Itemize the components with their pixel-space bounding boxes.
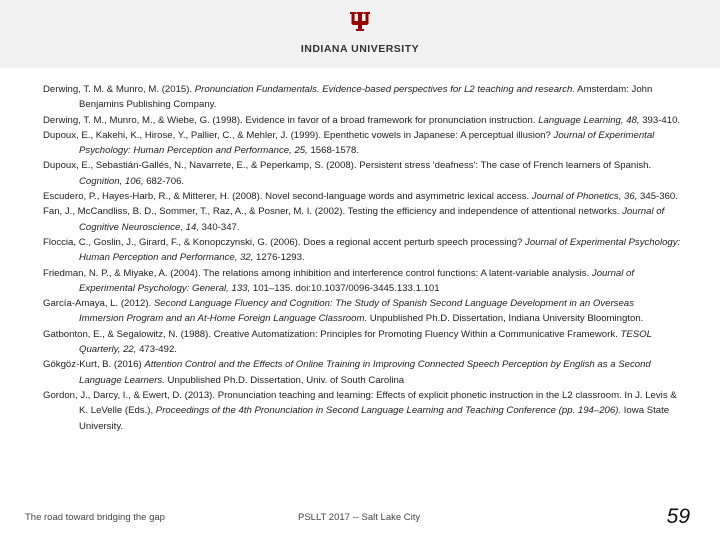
- reference-list: [43, 82, 681, 434]
- reference-italic-part: Journal of Experimental Psychology: General, 133,: [79, 267, 635, 294]
- reference-italic-part: Journal of Experimental Psychology: Human Perception and Performance, 25,: [79, 129, 655, 157]
- reference-text-part: 473-492.: [136, 344, 177, 356]
- footer-title: The road toward bridging the gap: [25, 512, 165, 523]
- reference-entry: [43, 388, 681, 434]
- reference-entry: [43, 189, 681, 204]
- reference-italic-part: Journal of Cognitive Neuroscience, 14,: [79, 206, 665, 233]
- reference-entry: [43, 113, 681, 128]
- reference-text-part: 1276-1293.: [253, 252, 305, 264]
- header-band: [0, 0, 720, 68]
- reference-text-part: Amsterdam: John Benjamins Publishing Company.: [79, 84, 653, 111]
- reference-italic-part: Proceedings of the 4th Pronunciation in Second Language Learning and Teaching Conference (pp. 194–206).: [155, 405, 622, 417]
- reference-text-part: Gatbonton, E., & Segalowitz, N. (1988). Creative Automatization: Principles for Promoting Fluency Within a Communicative Framework.: [43, 328, 621, 340]
- reference-entry: [43, 158, 681, 189]
- reference-text-part: Dupoux, E., Kakehi, K., Hirose, Y., Pallier, C., & Mehler, J. (1999). Epenthetic vowels in Japanese: A perceptual illusion?: [43, 129, 554, 141]
- reference-entry: [43, 327, 681, 358]
- reference-italic-part: Pronunciation Fundamentals. Evidence-based perspectives for L2 teaching and research.: [194, 84, 576, 95]
- reference-text-part: Iowa State University.: [79, 405, 670, 432]
- reference-entry: [43, 128, 681, 159]
- reference-text-part: 345-360.: [637, 191, 678, 203]
- reference-italic-part: Journal of Phonetics, 36,: [531, 191, 638, 203]
- reference-text-part: 101–135. doi:10.1037/0096-3445.133.1.101: [250, 282, 440, 294]
- reference-text-part: Gordon, J., Darcy, I., & Ewert, D. (2013). Pronunciation teaching and learning: Effects of explicit phonetic instruction in the L2 classroom. In J. Levis & K. LeVelle (Eds.),: [43, 389, 677, 417]
- reference-text-part: 340-347.: [199, 221, 240, 233]
- reference-text-part: Friedman, N. P., & Miyake, A. (2004). The relations among inhibition and interference control functions: A latent-variable analysis.: [43, 267, 592, 279]
- university-name: INDIANA UNIVERSITY: [300, 43, 420, 55]
- reference-text-part: Fan, J., McCandliss, B. D., Sommer, T., Raz, A., & Posner, M. I. (2002). Testing the efficiency and independence of attentional networks.: [43, 206, 623, 218]
- page-number: 59: [666, 505, 690, 528]
- reference-text-part: Unpublished Ph.D. Dissertation, Univ. of South Carolina: [164, 374, 405, 386]
- reference-entry: [43, 357, 681, 388]
- reference-entry: [43, 296, 681, 327]
- reference-italic-part: Cognition, 106,: [79, 175, 144, 187]
- reference-entry: [43, 204, 681, 235]
- reference-text-part: Derwing, T. M., Munro, M., & Wiebe, G. (1998). Evidence in favor of a broad framework for pronunciation instruction.: [43, 114, 539, 126]
- reference-text-part: Escudero, P., Hayes-Harb, R., & Mitterer, H. (2008). Novel second-language words and asymmetric lexical access.: [43, 191, 532, 203]
- reference-text-part: Gökgöz-Kurt, B. (2016): [43, 359, 145, 371]
- reference-text-part: Derwing, T. M. & Munro, M. (2015).: [43, 84, 195, 95]
- reference-text-part: Unpublished Ph.D. Dissertation, Indiana University Bloomington.: [367, 313, 644, 325]
- reference-text-part: García-Amaya, L. (2012).: [43, 298, 154, 310]
- iu-trident-icon: [349, 10, 371, 34]
- reference-italic-part: Attention Control and the Effects of Online Training in Improving Connected Speech Perception by English as a Second Language Learners.: [79, 359, 651, 386]
- reference-entry: [43, 235, 681, 266]
- reference-text-part: Floccia, C., Goslin, J., Girard, F., & Konopczynski, G. (2006). Does a regional accent perturb speech processing?: [43, 236, 526, 248]
- reference-italic-part: Language Learning, 48,: [538, 114, 640, 126]
- reference-italic-part: Journal of Experimental Psychology: Human Perception and Performance, 32,: [79, 236, 681, 264]
- footer-conference: PSLLT 2017 -- Salt Lake City: [298, 512, 421, 523]
- reference-entry: [43, 266, 681, 297]
- reference-text-part: 393-410.: [639, 114, 681, 126]
- reference-entry: [43, 82, 681, 113]
- reference-text-part: 682-706.: [143, 175, 185, 187]
- reference-italic-part: Second Language Fluency and Cognition: The Study of Spanish Second Language Development in an Overseas Immersion Program and an At-Home Foreign Language Classroom.: [79, 298, 634, 325]
- trident-shape: [350, 12, 370, 31]
- reference-italic-part: TESOL Quarterly, 22,: [79, 328, 652, 356]
- reference-text-part: Dupoux, E., Sebastián-Gallés, N., Navarrete, E., & Peperkamp, S. (2008). Persistent stress 'deafness': The case of French learners of Spanish.: [43, 160, 652, 172]
- reference-text-part: 1568-1578.: [307, 145, 359, 157]
